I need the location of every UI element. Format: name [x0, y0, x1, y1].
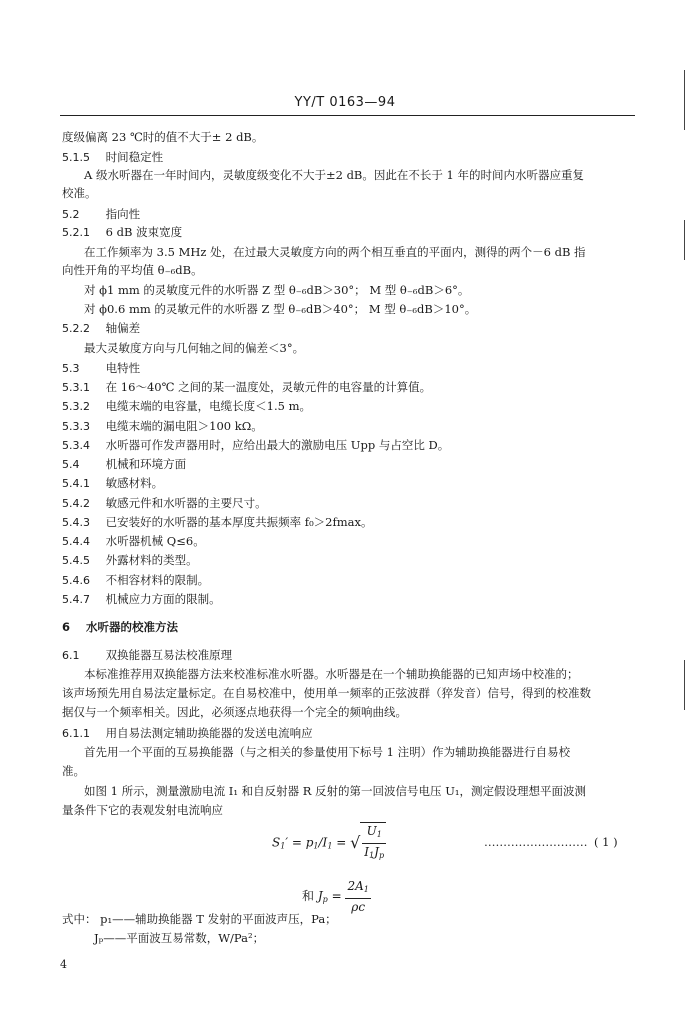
definition-jp: Jₚ——平面波互易常数，W/Pa²；	[94, 931, 265, 945]
text-line: 本标准推荐用双换能器方法来校准标准水听器。水听器是在一个辅助换能器的已知声场中校准的；	[84, 667, 579, 681]
clause-title: 机械和环境方面	[105, 457, 187, 471]
equation-jp: 和 $J_p$ = $\frac{2A_1}{\rho c}$	[302, 879, 369, 914]
clause-number: 5.3.4	[62, 439, 90, 452]
scan-edge-mark	[684, 70, 685, 130]
clause-text: 在 16～40℃ 之间的某一温度处，灵敏元件的电容量的计算值。	[105, 380, 432, 394]
clause-title: 轴偏差	[105, 321, 141, 335]
clause-text: 水听器可作发声器用时，应给出最大的激励电压 Upp 与占空比 D。	[105, 438, 450, 452]
clause-5-3-2	[62, 399, 311, 414]
text-line: 最大灵敏度方向与几何轴之间的偏差＜3°。	[84, 341, 305, 355]
running-header: YY/T 0163—94	[294, 95, 396, 110]
clause-text: 机械应力方面的限制。	[105, 592, 221, 606]
clause-5-3-1	[62, 380, 431, 395]
clause-number: 5.3.3	[62, 420, 90, 433]
clause-5-2	[62, 207, 140, 222]
where-label: 式中：	[62, 912, 97, 926]
clause-number: 6.1.1	[62, 727, 90, 740]
clause-number: 5.4.5	[62, 554, 90, 567]
clause-number: 5.4.2	[62, 497, 90, 510]
text-line: A 级水听器在一年时间内，灵敏度级变化不大于±2 dB。因此在不长于 1 年的时间内水听器应重复	[84, 168, 585, 182]
section-number: 6	[62, 620, 71, 634]
clause-title: 时间稳定性	[105, 150, 164, 164]
clause-5-4-5	[62, 553, 198, 568]
clause-text: 已安装好的水听器的基本厚度共振频率 f₀＞2fmax。	[105, 515, 373, 529]
text-line: 据仅与一个频率相关。因此，必须逐点地获得一个完全的频响曲线。	[62, 705, 407, 719]
section-title: 水听器的校准方法	[86, 620, 179, 634]
text-line: 如图 1 所示，测量激励电流 I₁ 和自反射器 R 反射的第一回波信号电压 U₁，测定假设理想平面波测	[84, 784, 587, 798]
equation-number: ( 1 )	[594, 835, 618, 849]
text-line: 该声场预先用自易法定量标定。在自易校准中，使用单一频率的正弦波群（猝发音）信号，得到的校准数	[62, 686, 591, 700]
clause-number: 5.3	[62, 362, 80, 375]
clause-title: 指向性	[105, 207, 141, 221]
clause-number: 5.3.2	[62, 400, 90, 413]
clause-number: 5.4.3	[62, 516, 90, 529]
text-line: 向性开角的平均值 θ₋₆dB。	[62, 263, 203, 277]
clause-number: 6.1	[62, 649, 80, 662]
text-line: 对 ϕ0.6 mm 的灵敏元件的水听器 Z 型 θ₋₆dB＞40°； M 型 θ₋₆dB＞10°。	[84, 302, 477, 316]
clause-number: 5.4.4	[62, 535, 90, 548]
clause-5-3	[62, 361, 140, 376]
text-line: 对 ϕ1 mm 的灵敏度元件的水听器 Z 型 θ₋₆dB＞30°； M 型 θ₋₆dB＞6°。	[84, 283, 470, 297]
clause-number: 5.1.5	[62, 151, 90, 164]
clause-title: 电特性	[105, 361, 141, 375]
clause-text: 敏感材料。	[105, 476, 164, 490]
text-line: 在工作频率为 3.5 MHz 处，在过最大灵敏度方向的两个相互垂直的平面内，测得的两个－6 dB 指	[84, 245, 586, 259]
clause-number: 5.4.1	[62, 477, 90, 490]
text-line: 首先用一个平面的互易换能器（与之相关的参量使用下标号 1 注明）作为辅助换能器进行自易校	[84, 745, 571, 759]
clause-number: 5.2.1	[62, 226, 90, 239]
clause-text: 外露材料的类型。	[105, 553, 198, 567]
text-line: 量条件下它的表观发射电流响应	[62, 803, 223, 817]
clause-5-4-2	[62, 496, 267, 511]
equation-leader-dots: ………………………	[484, 835, 588, 849]
clause-5-1-5	[62, 150, 163, 165]
clause-number: 5.2.2	[62, 322, 90, 335]
where-clause	[62, 912, 337, 927]
clause-title: 双换能器互易法校准原理	[105, 648, 233, 662]
clause-number: 5.2	[62, 208, 80, 221]
header-rule	[60, 115, 635, 116]
clause-5-2-1	[62, 225, 182, 240]
text-line: 准。	[62, 764, 85, 778]
clause-title: 用自易法测定辅助换能器的发送电流响应	[105, 726, 313, 740]
clause-5-2-2	[62, 321, 140, 336]
clause-number: 5.4.6	[62, 574, 90, 587]
text-line: 度级偏离 23 ℃时的值不大于± 2 dB。	[62, 130, 264, 144]
clause-text: 水听器机械 Q≤6。	[105, 534, 205, 548]
equation-1: $S_1' = p_1/I_1$ = √ $\frac{U_1}{I_1J_p}$	[272, 822, 386, 864]
clause-text: 电缆末端的漏电阻＞100 kΩ。	[105, 419, 263, 433]
clause-text: 不相容材料的限制。	[105, 573, 210, 587]
clause-5-3-4	[62, 438, 449, 453]
clause-number: 5.4.7	[62, 593, 90, 606]
clause-text: 电缆末端的电容量，电缆长度＜1.5 m。	[105, 399, 312, 413]
clause-number: 5.4	[62, 458, 80, 471]
clause-5-3-3	[62, 419, 263, 434]
clause-5-4-3	[62, 515, 373, 530]
clause-number: 5.3.1	[62, 381, 90, 394]
section-6-heading	[62, 620, 178, 635]
clause-6-1-1	[62, 726, 313, 741]
clause-text: 敏感元件和水听器的主要尺寸。	[105, 496, 267, 510]
equation-and-word: 和	[302, 889, 315, 903]
scan-edge-mark	[684, 220, 685, 260]
clause-5-4-7	[62, 592, 221, 607]
clause-5-4-6	[62, 573, 209, 588]
scan-edge-mark	[684, 660, 685, 710]
text-line: 校准。	[62, 186, 97, 200]
page-number: 4	[60, 958, 67, 971]
definition-p1: p₁——辅助换能器 T 发射的平面波声压，Pa；	[100, 912, 337, 926]
clause-5-4	[62, 457, 186, 472]
clause-5-4-1	[62, 476, 163, 491]
clause-title: 6 dB 波束宽度	[105, 225, 183, 239]
clause-5-4-4	[62, 534, 205, 549]
clause-6-1	[62, 648, 232, 663]
